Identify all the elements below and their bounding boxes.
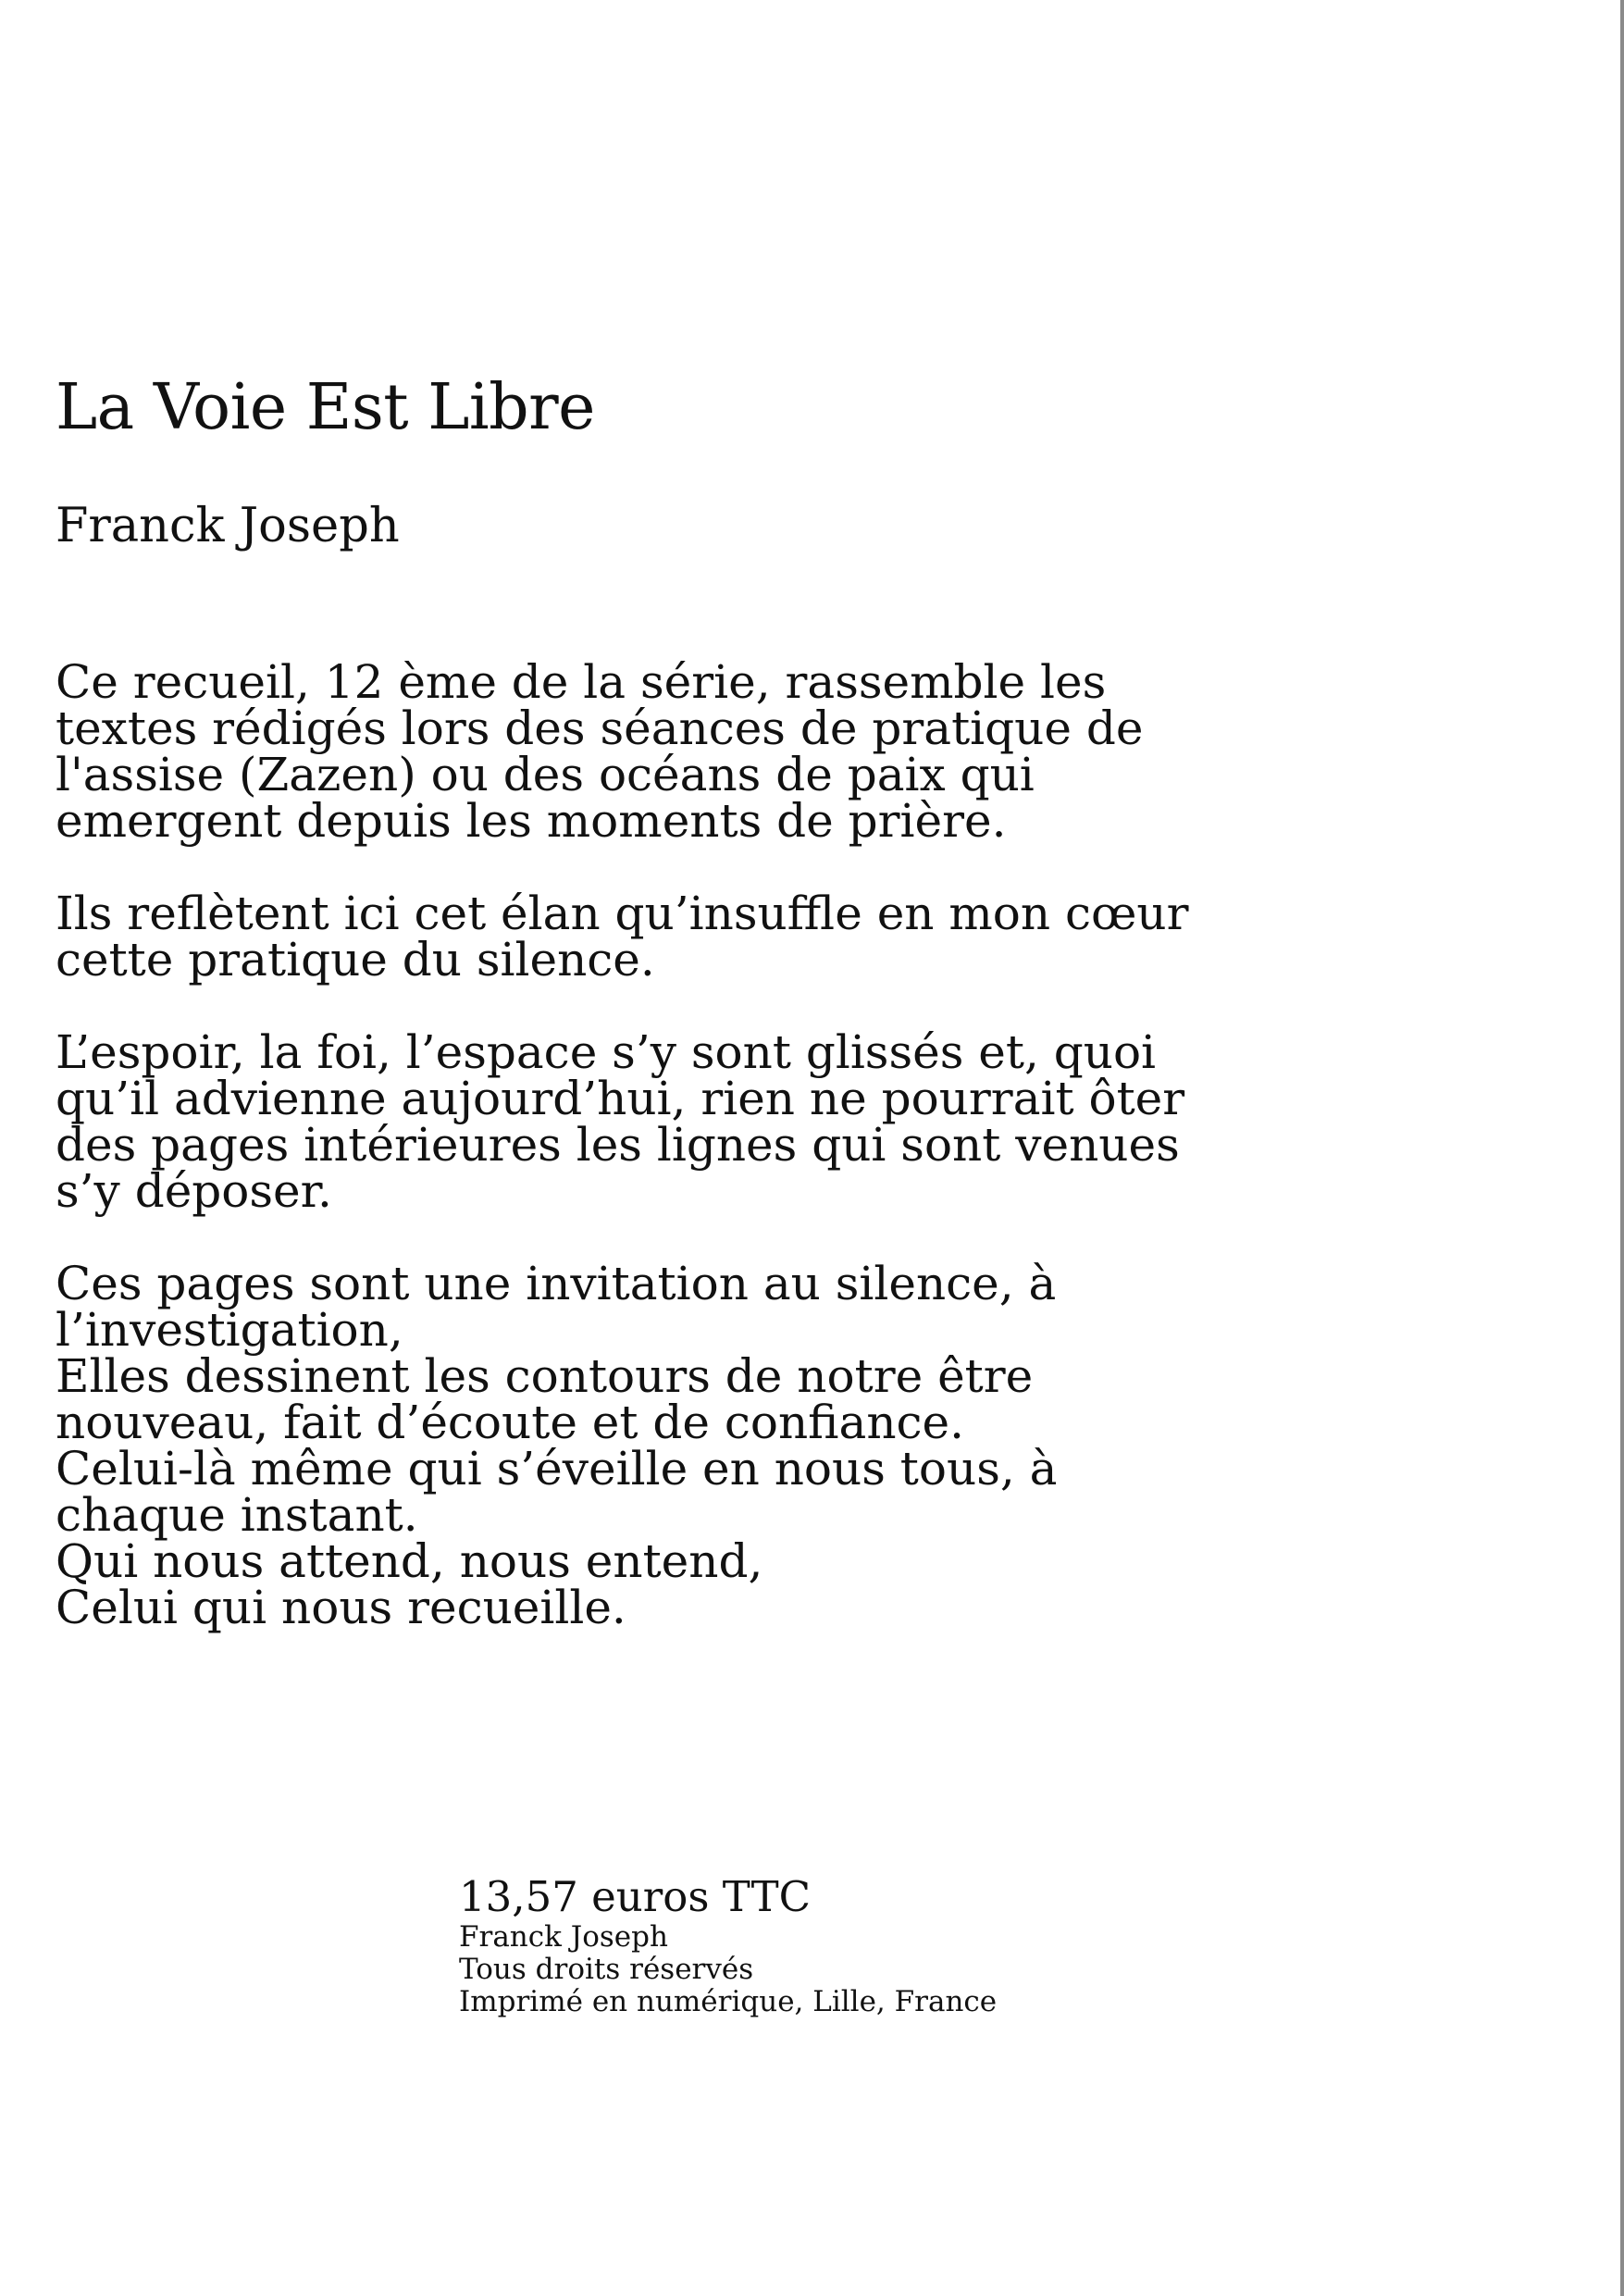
price-label: 13,57 euros TTC xyxy=(459,1872,812,1921)
text-line: nouveau, fait d’écoute et de confiance. xyxy=(56,1396,965,1449)
text-line: qu’il advienne aujourd’hui, rien ne pourrait ôter xyxy=(56,1072,1185,1125)
text-line: Elles dessinent les contours de notre être xyxy=(56,1349,1034,1403)
book-author: Franck Joseph xyxy=(56,499,400,553)
text-line: L’espoir, la foi, l’espace s’y sont glissés et, quoi xyxy=(56,1025,1157,1079)
book-title: La Voie Est Libre xyxy=(56,371,595,444)
text-line: emergent depuis les moments de prière. xyxy=(56,794,1007,848)
printing-info: Imprimé en numérique, Lille, France xyxy=(459,1985,998,2018)
back-cover-text xyxy=(56,655,1295,1677)
text-line: textes rédigés lors des séances de pratique de xyxy=(56,701,1144,755)
text-line: Ils reflètent ici cet élan qu’insuffle en mon cœur xyxy=(56,887,1189,940)
paragraph xyxy=(56,1025,1295,1218)
text-line: des pages intérieures les lignes qui sont venues xyxy=(56,1118,1180,1172)
text-line: Celui-là même qui s’éveille en nous tous, à xyxy=(56,1442,1058,1496)
colophon xyxy=(459,1873,997,2018)
text-line: l’investigation, xyxy=(56,1303,403,1357)
text-line: Qui nous attend, nous entend, xyxy=(56,1534,763,1588)
text-line: Celui qui nous recueille. xyxy=(56,1581,626,1634)
rights-notice: Tous droits réservés xyxy=(459,1953,754,1986)
paragraph xyxy=(56,1257,1295,1634)
text-line: l'assise (Zazen) ou des océans de paix qui xyxy=(56,748,1035,801)
page-edge-divider xyxy=(1620,0,1624,2296)
colophon-author: Franck Joseph xyxy=(459,1920,668,1954)
text-line: Ce recueil, 12 ème de la série, rassemble les xyxy=(56,655,1107,709)
text-line: chaque instant. xyxy=(56,1488,418,1542)
paragraph xyxy=(56,655,1295,848)
text-line: Ces pages sont une invitation au silence, à xyxy=(56,1257,1057,1310)
paragraph xyxy=(56,887,1295,987)
text-line: s’y déposer. xyxy=(56,1164,332,1218)
text-line: cette pratique du silence. xyxy=(56,933,655,987)
